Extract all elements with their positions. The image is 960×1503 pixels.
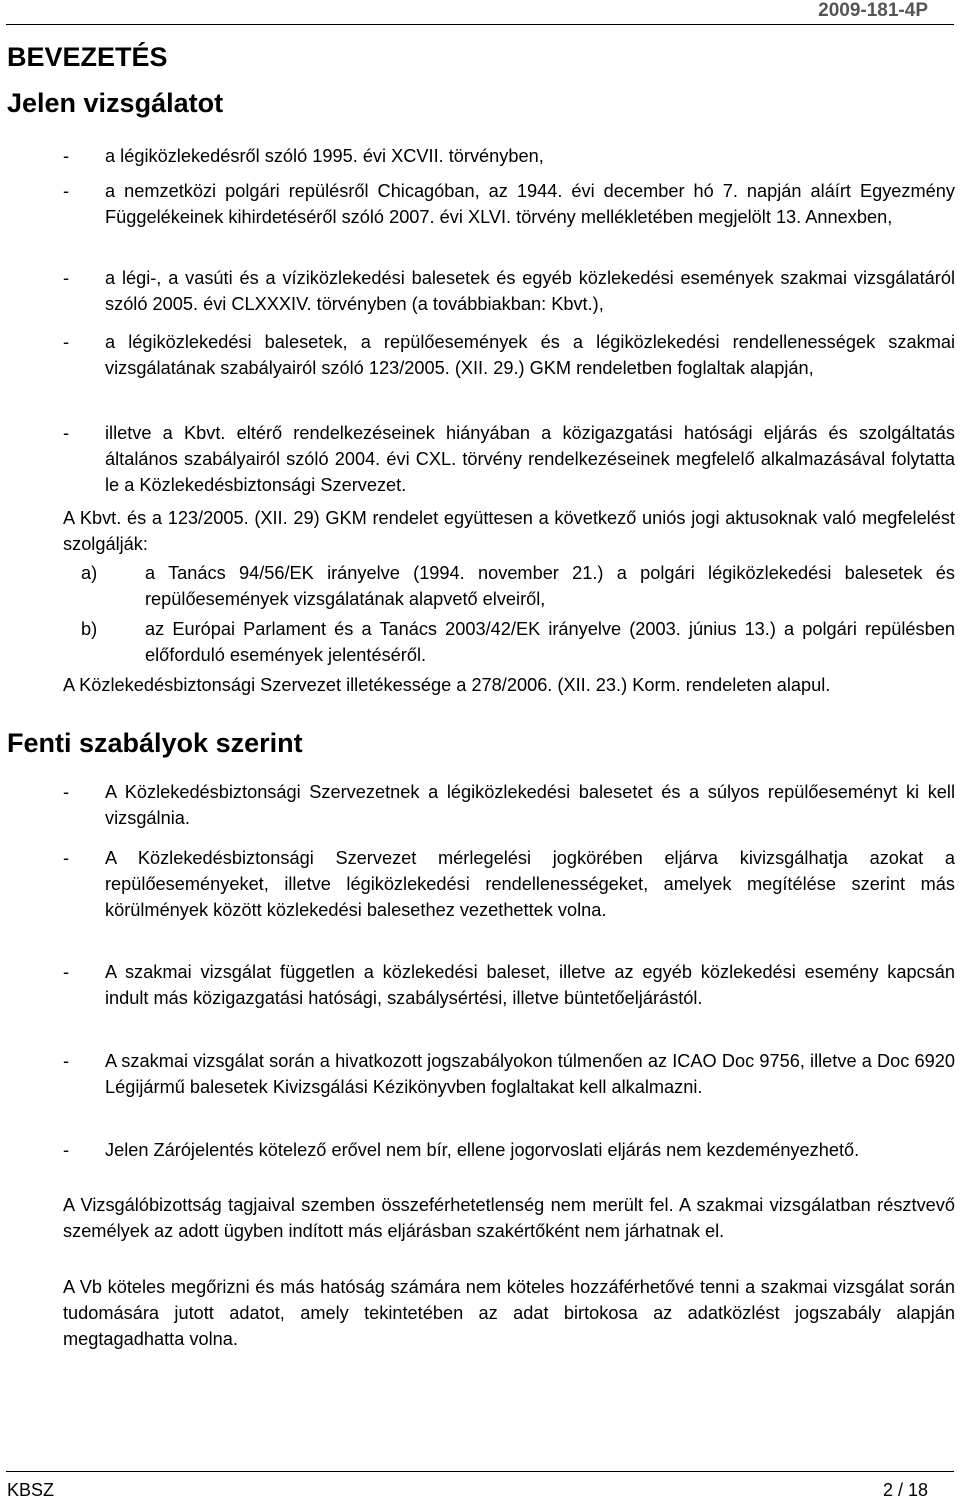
document-id: 2009-181-4P — [818, 0, 928, 21]
section2-paragraph-1: A Vizsgálóbizottság tagjaival szemben összeférhetetlenség nem merült fel. A szakmai vizsgálatban résztvevő személyek az adott ügyben indított más eljárásban szakértőként nem járhatnak el. — [63, 1195, 955, 1241]
bullet-text: illetve a Kbvt. eltérő rendelkezéseinek hiányában a közigazgatási hatósági eljárás és szolgáltatás általános szabályairól szóló 2004. évi CXL. törvény rendelkezéseinek megfelelő alkalmazásával folytatta le a Közlekedésbiztonsági Szervezet. — [105, 423, 955, 495]
section1-item-b: b) az Európai Parlament és a Tanács 2003/42/EK irányelve (2003. június 13.) a polgári repülésben előforduló események jelentéséről. — [63, 616, 955, 668]
section1-paragraph-2: A Közlekedésbiztonsági Szervezet illetékessége a 278/2006. (XII. 23.) Korm. rendeleten alapul. — [63, 675, 831, 695]
section2-bullet-2: - A Közlekedésbiztonsági Szervezet mérlegelési jogkörében eljárva kivizsgálhatja azokat a repülőeseményeket, illetve légiközlekedési rendellenességeket, amelyek megítélése szerint más körülmények között közlekedési balesethez vezethettek volna. — [63, 845, 955, 923]
bullet-text: A Közlekedésbiztonsági Szervezetnek a légiközlekedési balesetet és a súlyos repülőeseményt ki kell vizsgálnia. — [105, 782, 955, 828]
section1-paragraph-1: A Kbvt. és a 123/2005. (XII. 29) GKM rendelet együttesen a következő uniós jogi aktusoknak való megfelelést szolgálják: — [63, 508, 955, 554]
bullet-text: a légi-, a vasúti és a víziközlekedési balesetek és egyéb közlekedési események szakmai vizsgálatáról szóló 2005. évi CLXXXIV. törvényben (a továbbiakban: Kbvt.), — [105, 268, 955, 314]
item-text: a Tanács 94/56/EK irányelve (1994. november 21.) a polgári légiközlekedési balesetek és repülőesemények vizsgálatának alapvető elveiről, — [145, 563, 955, 609]
section2-bullet-4: - A szakmai vizsgálat során a hivatkozott jogszabályokon túlmenően az ICAO Doc 9756, illetve a Doc 6920 Légijármű balesetek Kivizsgálási Kézikönyvben foglaltakat kell alkalmazni. — [63, 1048, 955, 1100]
bullet-text: A Közlekedésbiztonsági Szervezet mérlegelési jogkörében eljárva kivizsgálhatja azokat a repülőeseményeket, illetve légiközlekedési rendellenességeket, amelyek megítélése szerint más körülmények között közlekedési balesethez vezethettek volna. — [105, 848, 955, 920]
bullet-text: A szakmai vizsgálat során a hivatkozott jogszabályokon túlmenően az ICAO Doc 9756, illetve a Doc 6920 Légijármű balesetek Kivizsgálási Kézikönyvben foglaltakat kell alkalmazni. — [105, 1051, 955, 1097]
section2-paragraph-2: A Vb köteles megőrizni és más hatóság számára nem köteles hozzáférhetővé tenni a szakmai vizsgálat során tudomására jutott adatot, amely tekintetében az adat birtokosa az adatközlést jogszabály alapján megtagadhatta volna. — [63, 1277, 955, 1349]
section2-bullet-5: - Jelen Zárójelentés kötelező erővel nem bír, ellene jogorvoslati eljárás nem kezdeményezhető. — [63, 1137, 955, 1163]
header-rule — [6, 24, 954, 25]
section1-bullet-3: - a légi-, a vasúti és a víziközlekedési balesetek és egyéb közlekedési események szakmai vizsgálatáról szóló 2005. évi CLXXXIV. törvényben (a továbbiakban: Kbvt.), — [63, 265, 955, 317]
bullet-text: a nemzetközi polgári repülésről Chicagóban, az 1944. évi december hó 7. napján aláírt Egyezmény Függelékeinek kihirdetéséről szóló 2007. évi XLVI. törvény mellékletében megjelölt 13. Annexben, — [105, 181, 955, 227]
bullet-text: a légiközlekedési balesetek, a repülőesemények és a légiközlekedési rendellenességek szakmai vizsgálatának szabályairól szóló 123/2005. (XII. 29.) GKM rendeletben foglaltak alapján, — [105, 332, 955, 378]
bullet-text: Jelen Zárójelentés kötelező erővel nem bír, ellene jogorvoslati eljárás nem kezdeményezhető. — [105, 1140, 860, 1160]
section1-bullet-2: - a nemzetközi polgári repülésről Chicagóban, az 1944. évi december hó 7. napján aláírt Egyezmény Függelékeinek kihirdetéséről szóló 2007. évi XLVI. törvény mellékletében megjelölt 13. Annexben, — [63, 178, 955, 230]
section1-bullet-4: - a légiközlekedési balesetek, a repülőesemények és a légiközlekedési rendellenességek szakmai vizsgálatának szabályairól szóló 123/2005. (XII. 29.) GKM rendeletben foglaltak alapján, — [63, 329, 955, 381]
section1-item-a: a) a Tanács 94/56/EK irányelve (1994. november 21.) a polgári légiközlekedési balesetek és repülőesemények vizsgálatának alapvető elveiről, — [63, 560, 955, 612]
footer-rule — [6, 1471, 954, 1472]
section2-bullet-3: - A szakmai vizsgálat független a közlekedési baleset, illetve az egyéb közlekedési esemény kapcsán indult más közigazgatási hatósági, szabálysértési, illetve büntetőeljárástól. — [63, 959, 955, 1011]
footer-org: KBSZ — [7, 1480, 55, 1500]
bullet-text: a légiközlekedésről szóló 1995. évi XCVII. törvényben, — [105, 146, 544, 166]
page-title: BEVEZETÉS — [7, 42, 168, 72]
section-heading-2: Fenti szabályok szerint — [7, 728, 303, 758]
bullet-text: A szakmai vizsgálat független a közlekedési baleset, illetve az egyéb közlekedési esemény kapcsán indult más közigazgatási hatósági, szabálysértési, illetve büntetőeljárástól. — [105, 962, 955, 1008]
item-text: az Európai Parlament és a Tanács 2003/42/EK irányelve (2003. június 13.) a polgári repülésben előforduló események jelentéséről. — [145, 619, 955, 665]
page-number: 2 / 18 — [882, 1480, 928, 1500]
section1-bullet-1: - a légiközlekedésről szóló 1995. évi XCVII. törvényben, — [63, 143, 955, 169]
section1-bullet-5: - illetve a Kbvt. eltérő rendelkezéseinek hiányában a közigazgatási hatósági eljárás és szolgáltatás általános szabályairól szóló 2004. évi CXL. törvény rendelkezéseinek megfelelő alkalmazásával folytatta le a Közlekedésbiztonsági Szervezet. — [63, 420, 955, 498]
section2-bullet-1: - A Közlekedésbiztonsági Szervezetnek a légiközlekedési balesetet és a súlyos repülőeseményt ki kell vizsgálnia. — [63, 779, 955, 831]
section-heading-1: Jelen vizsgálatot — [7, 88, 224, 118]
